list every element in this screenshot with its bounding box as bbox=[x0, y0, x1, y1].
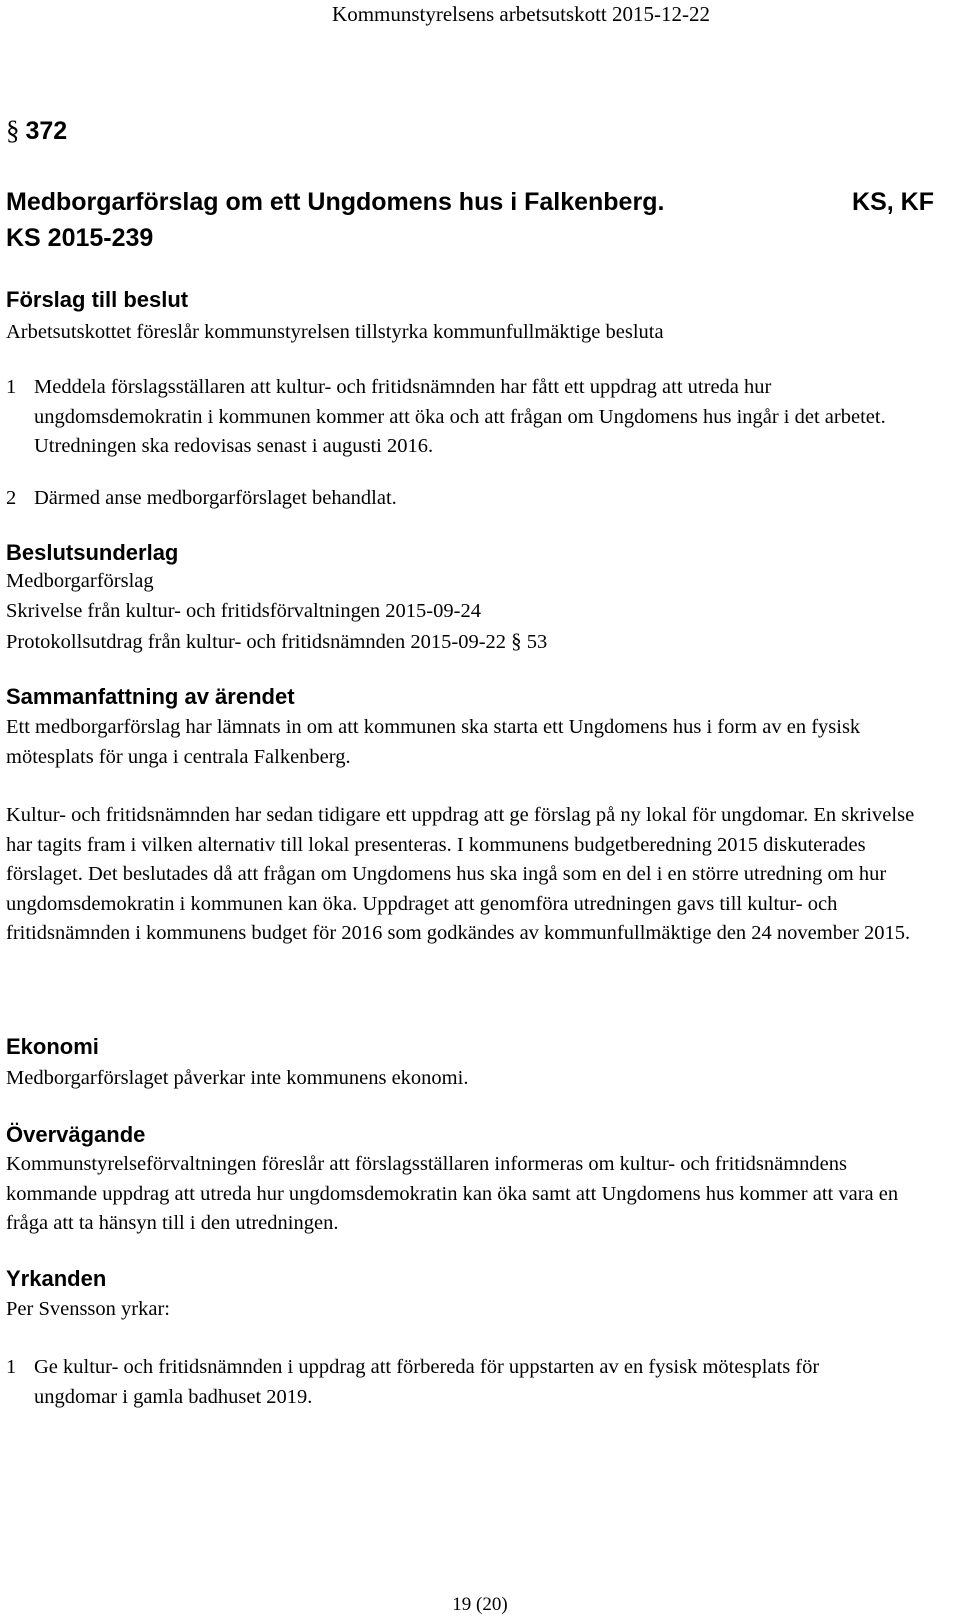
forslag-item-2 bbox=[6, 484, 916, 514]
item-number: 2 bbox=[6, 487, 17, 509]
sammanfattning-para-2: Kultur- och fritidsnämnden har sedan tidigare ett uppdrag att ge förslag på ny lokal för ungdomar. En skrivelse har tagits fram i vilken alternativ till lokal presenteras. I kommunens budgetberedning 2015 diskuterades förslaget. Det beslutades då att frågan om Ungdomens hus ska ingå som en del i en större utredning om hur ungdomsdemokratin i kommunen kan öka. Uppdraget att genomföra utredningen gavs till kultur- och fritidsnämnden i kommunens budget för 2016 som godkändes av kommunfullmäktige den 24 november 2015. bbox=[6, 804, 915, 944]
heading-forslag: Förslag till beslut bbox=[6, 287, 189, 312]
section-number bbox=[6, 115, 67, 146]
heading-sammanfattning: Sammanfattning av ärendet bbox=[6, 684, 295, 709]
case-number: KS 2015-239 bbox=[6, 224, 154, 252]
forslag-intro: Arbetsutskottet föreslår kommunstyrelsen tillstyrka kommunfullmäktige besluta bbox=[6, 321, 664, 343]
item-number: 1 bbox=[6, 376, 17, 398]
underlag-line-3-text: Protokollsutdrag från kultur- och fritidsnämnden 2015-09-22 bbox=[6, 631, 507, 653]
document-title: Medborgarförslag om ett Ungdomens hus i Falkenberg. bbox=[6, 188, 665, 216]
item-text: Ge kultur- och fritidsnämnden i uppdrag att förbereda för uppstarten av en fysisk mötesplats för ungdomar i gamla badhuset 2019. bbox=[34, 1356, 820, 1408]
item-text: Därmed anse medborgarförslaget behandlat. bbox=[34, 487, 397, 509]
heading-overvagande: Övervägande bbox=[6, 1122, 146, 1147]
yrkanden-item-1 bbox=[6, 1353, 886, 1412]
heading-ekonomi: Ekonomi bbox=[6, 1034, 99, 1059]
underlag-line-2: Skrivelse från kultur- och fritidsförvaltningen 2015-09-24 bbox=[6, 600, 481, 622]
title-row bbox=[6, 188, 934, 217]
ekonomi-text: Medborgarförslaget påverkar inte kommunens ekonomi. bbox=[6, 1067, 469, 1089]
heading-yrkanden: Yrkanden bbox=[6, 1266, 107, 1291]
underlag-line-3 bbox=[6, 627, 547, 658]
page-number: 19 (20) bbox=[452, 1594, 508, 1615]
overvagande-text: Kommunstyrelseförvaltningen föreslår att förslagsställaren informeras om kultur- och fritidsnämndens kommande uppdrag att utreda hur ungdomsdemokratin kan öka samt att Ungdomens hus kommer att vara en fråga att ta hänsyn till i den utredningen. bbox=[6, 1153, 899, 1234]
underlag-line-1: Medborgarförslag bbox=[6, 570, 154, 592]
section-symbol: § bbox=[511, 629, 522, 653]
section-number-value: 372 bbox=[25, 117, 68, 145]
item-number: 1 bbox=[6, 1356, 17, 1378]
sammanfattning-para-1: Ett medborgarförslag har lämnats in om att kommunen ska starta ett Ungdomens hus i form av en fysisk mötesplats för unga i centrala Falkenberg. bbox=[6, 716, 861, 768]
heading-beslutsunderlag: Beslutsunderlag bbox=[6, 540, 179, 565]
section-symbol: § bbox=[6, 115, 20, 145]
forslag-item-1 bbox=[6, 373, 916, 462]
page-header: Kommunstyrelsens arbetsutskott 2015-12-22 bbox=[332, 2, 710, 26]
recipients: KS, KF bbox=[852, 188, 934, 216]
underlag-line-3-number: 53 bbox=[526, 631, 548, 653]
item-text: Meddela förslagsställaren att kultur- och fritidsnämnden har fått ett uppdrag att utreda hur ungdomsdemokratin i kommunen kommer att öka och att frågan om Ungdomens hus ingår i det arbetet. Utredningen ska redovisas senast i augusti 2016. bbox=[34, 376, 886, 457]
yrkanden-intro: Per Svensson yrkar: bbox=[6, 1298, 170, 1320]
